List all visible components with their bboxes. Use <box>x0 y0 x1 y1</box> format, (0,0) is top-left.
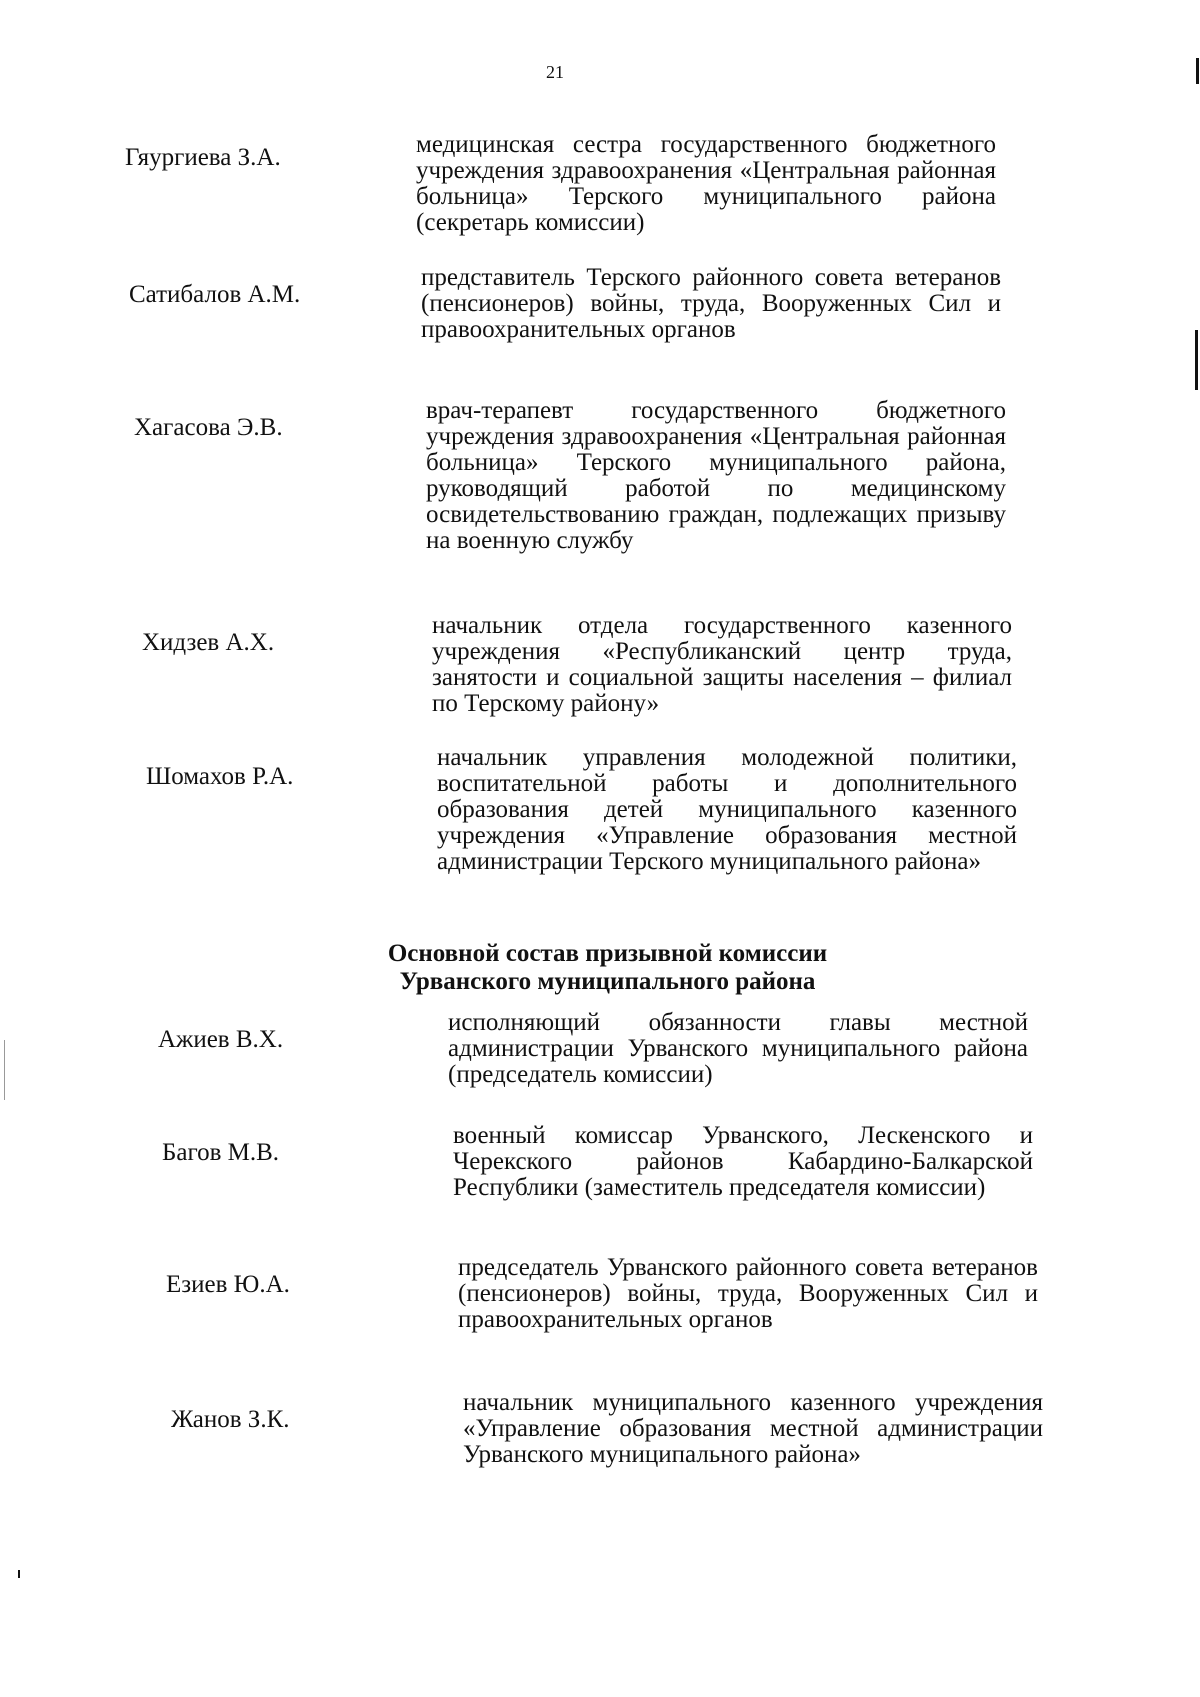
scan-edge-mark <box>1196 58 1199 84</box>
scan-edge-mark <box>4 1040 5 1100</box>
scan-edge-mark <box>18 1570 20 1578</box>
section-heading <box>0 940 1200 996</box>
member-name: Жанов З.К. <box>171 1406 290 1433</box>
section-heading-line: Основной состав призывной комиссии <box>387 940 828 967</box>
scan-edge-mark <box>1195 330 1198 390</box>
member-description: исполняющий обязанности главы местной администрации Урванского муниципального района (председатель комиссии) <box>448 1009 1028 1088</box>
member-description: врач-терапевт государственного бюджетного учреждения здравоохранения «Центральная районная больница» Терского муниципального района, руководящий работой по медицинскому освидетельствованию граждан, подлежащих призыву на военную службу <box>426 397 1006 554</box>
section-heading-line: Урванского муниципального района <box>399 968 816 995</box>
member-name: Шомахов Р.А. <box>146 763 294 790</box>
member-name: Ажиев В.Х. <box>158 1026 284 1053</box>
member-description: председатель Урванского районного совета ветеранов (пенсионеров) войны, труда, Вооруженных Сил и правоохранительных органов <box>458 1254 1038 1333</box>
member-description: медицинская сестра государственного бюджетного учреждения здравоохранения «Центральная районная больница» Терского муниципального района (секретарь комиссии) <box>416 131 996 236</box>
member-name: Багов М.В. <box>162 1139 280 1166</box>
member-description: начальник отдела государственного казенного учреждения «Республиканский центр труда, занятости и социальной защиты населения – филиал по Терскому району» <box>432 612 1012 717</box>
member-name: Гяургиева З.А. <box>125 144 281 171</box>
member-name: Сатибалов А.М. <box>129 281 301 308</box>
member-name: Хидзев А.Х. <box>142 629 275 656</box>
member-description: начальник управления молодежной политики, воспитательной работы и дополнительного образования детей муниципального казенного учреждения «Управление образования местной администрации Терского муниципального района» <box>437 744 1017 875</box>
member-description: военный комиссар Урванского, Лескенского и Черекского районов Кабардино-Балкарской Республики (заместитель председателя комиссии) <box>453 1122 1033 1201</box>
member-description: представитель Терского районного совета ветеранов (пенсионеров) войны, труда, Вооруженных Сил и правоохранительных органов <box>421 264 1001 343</box>
page-number: 21 <box>546 62 564 82</box>
member-name: Езиев Ю.А. <box>166 1271 290 1298</box>
member-name: Хагасова Э.В. <box>134 414 283 441</box>
member-description: начальник муниципального казенного учреждения «Управление образования местной администрации Урванского муниципального района» <box>463 1389 1043 1468</box>
